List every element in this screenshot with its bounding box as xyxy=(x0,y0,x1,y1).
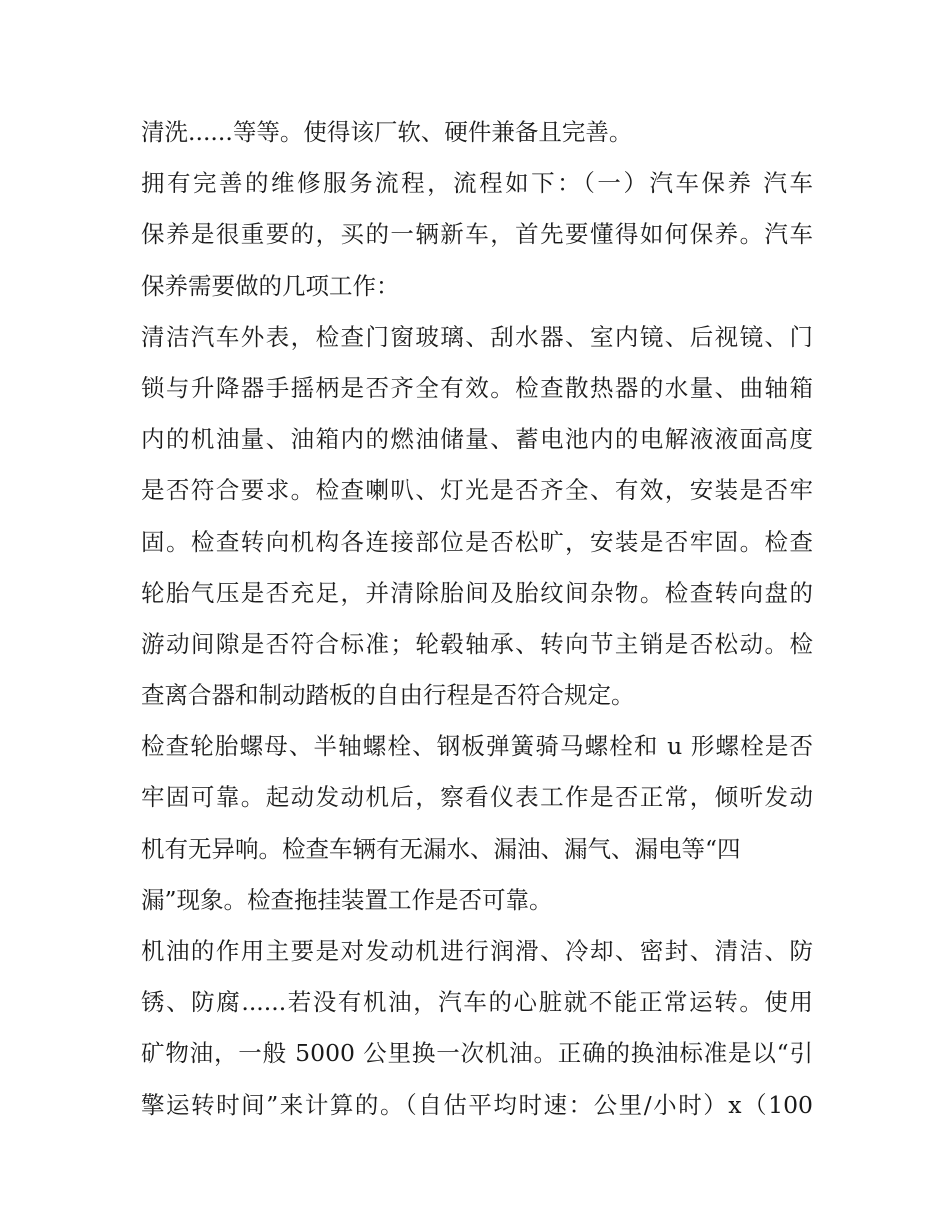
text-line: 矿物油，一般 5000 公里换一次机油。正确的换油标准是以“引 xyxy=(141,1039,813,1068)
text-line: 保养需要做的几项工作： xyxy=(141,271,400,300)
text-line: 牢固可靠。起动发动机后，察看仪表工作是否正常，倾听发动 xyxy=(141,783,813,812)
text-line: 固。检查转向机构各连接部位是否松旷，安装是否牢固。检查 xyxy=(141,527,813,556)
text-line: 检查轮胎螺母、半轴螺栓、钢板弹簧骑马螺栓和 u 形螺栓是否 xyxy=(141,732,813,761)
text-line: 轮胎气压是否充足，并清除胎间及胎纹间杂物。检查转向盘的 xyxy=(141,578,813,607)
text-line: 机有无异响。检查车辆有无漏水、漏油、漏气、漏电等“四 xyxy=(141,834,741,863)
text-line: 擎运转时间”来计算的。（自估平均时速：公里/小时）x（100 xyxy=(141,1090,813,1119)
text-line: 保养是很重要的，买的一辆新车，首先要懂得如何保养。汽车 xyxy=(141,220,813,249)
text-line: 清洗......等等。使得该厂软、硬件兼备且完善。 xyxy=(141,118,633,146)
text-line: 内的机油量、油箱内的燃油储量、蓄电池内的电解液液面高度 xyxy=(141,425,813,454)
text-line: 是否符合要求。检查喇叭、灯光是否齐全、有效，安装是否牢 xyxy=(141,476,813,505)
text-line: 机油的作用主要是对发动机进行润滑、冷却、密封、清洁、防 xyxy=(141,937,813,965)
text-line: 清洁汽车外表，检查门窗玻璃、刮水器、室内镜、后视镜、门 xyxy=(141,322,813,351)
text-line: 锁与升降器手摇柄是否齐全有效。检查散热器的水量、曲轴箱 xyxy=(141,373,813,402)
text-line: 游动间隙是否符合标准；轮毂轴承、转向节主销是否松动。检 xyxy=(141,629,813,658)
document-body xyxy=(141,107,813,1131)
text-line: 锈、防腐......若没有机油，汽车的心脏就不能正常运转。使用 xyxy=(141,988,813,1017)
text-line: 拥有完善的维修服务流程，流程如下：（一）汽车保养 汽车 xyxy=(141,169,813,198)
text-line: 查离合器和制动踏板的自由行程是否符合规定。 xyxy=(141,681,635,710)
text-line: 漏”现象。检查拖挂装置工作是否可靠。 xyxy=(141,885,553,914)
